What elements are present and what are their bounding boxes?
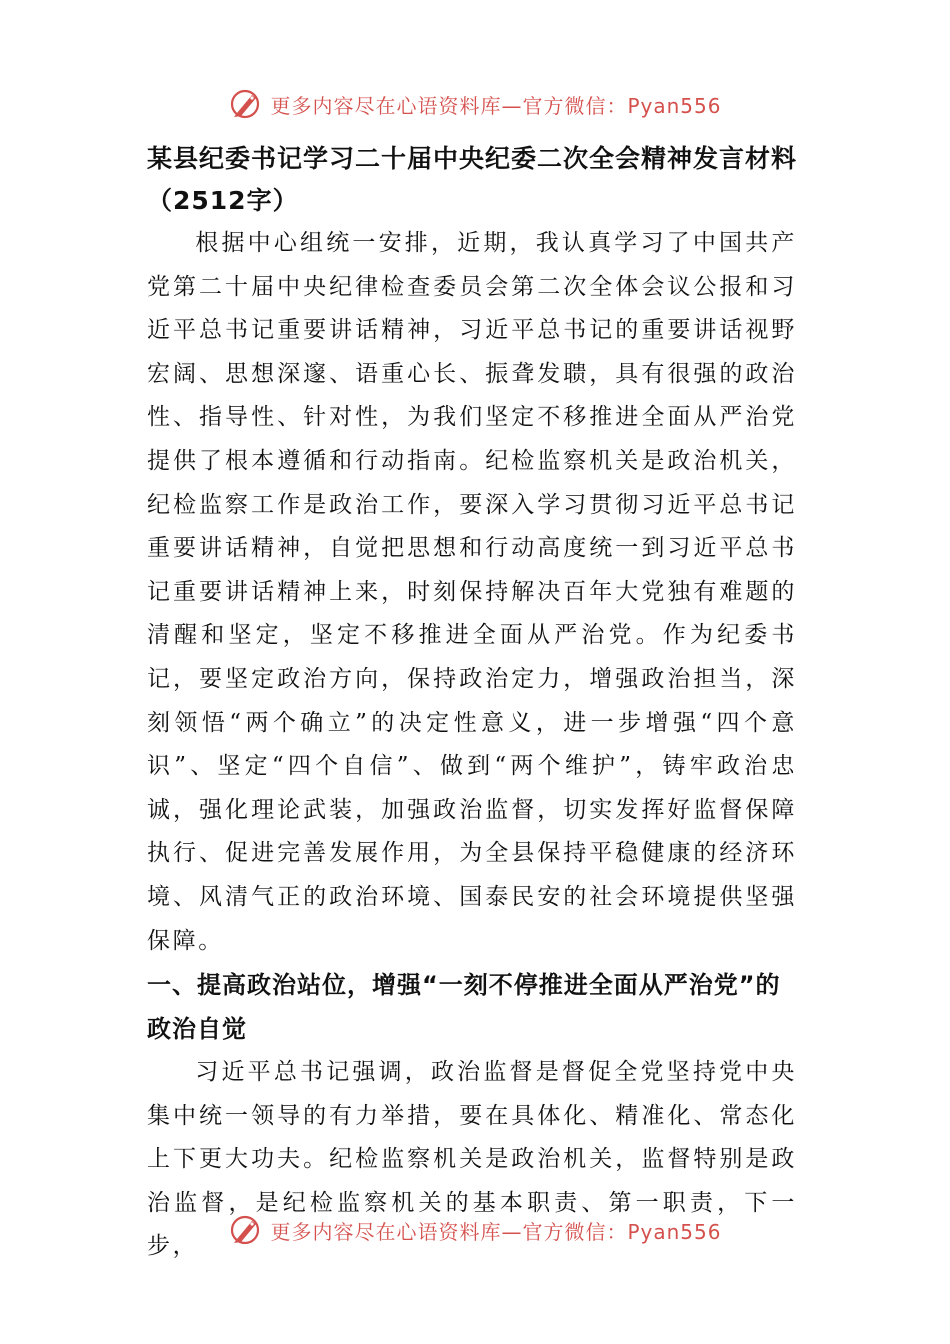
section-heading: 一、提高政治站位，增强“一刻不停推进全面从严治党”的政治自觉 (147, 971, 781, 1044)
intro-paragraph: 根据中心组统一安排，近期，我认真学习了中国共产党第二十届中央纪律检查委员会第二次全体会议公报和习近平总书记重要讲话精神，习近平总书记的重要讲话视野宏阔、思想深邃、语重心长、振聋发聩，具有很强的政治性、指导性、针对性，为我们坚定不移推进全面从严治党提供了根本遵循和行动指南。纪检监察机关是政治机关，纪检监察工作是政治工作，要深入学习贯彻习近平总书记重要讲话精神，自觉把思想和行动高度统一到习近平总书记重要讲话精神上来，时刻保持解决百年大党独有难题的清醒和坚定，坚定不移推进全面从严治党。作为纪委书记，要坚定政治方向，保持政治定力，增强政治担当，深刻领悟“两个确立”的决定性意义，进一步增强“四个意识”、坚定“四个自信”、做到“两个维护”，铸牢政治忠诚，强化理论武装，加强政治监督，切实发挥好监督保障执行、促进完善发展作用，为全县保持平稳健康的经济环境、风清气正的政治环境、国泰民安的社会环境提供坚强保障。 (147, 230, 797, 954)
document-title: 某县纪委书记学习二十届中央纪委二次全会精神发言材料（2512字） (147, 144, 798, 215)
section-paragraph: 习近平总书记强调，政治监督是督促全党坚持党中央集中统一领导的有力举措，要在具体化、精准化、常态化上下更大功夫。纪检监察机关是政治机关，监督特别是政治监督，是纪检监察机关的基本职责、第一职责，下一步， (147, 1059, 797, 1260)
watermark-banner-bottom (0, 1210, 950, 1250)
watermark-banner-top (0, 84, 950, 124)
document-body (147, 138, 797, 1269)
pen-nib-icon (228, 86, 264, 122)
watermark-text: 更多内容尽在心语资料库—官方微信：Pyan556 (270, 1219, 722, 1244)
watermark-text: 更多内容尽在心语资料库—官方微信：Pyan556 (270, 93, 722, 118)
pen-nib-icon (228, 1212, 264, 1248)
